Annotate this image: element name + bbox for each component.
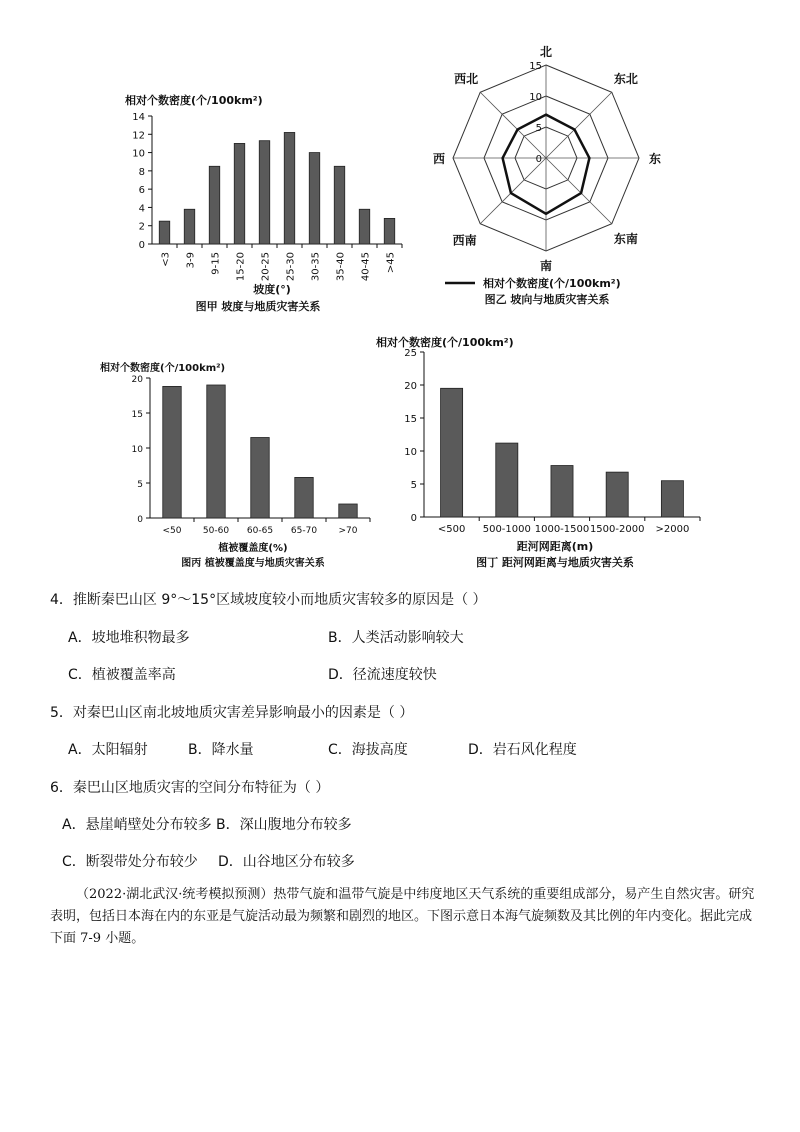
question-6-option-ab[interactable]: A．悬崖峭壁处分布较多 B．深山腹地分布较多 <box>62 817 352 833</box>
chart-yi-direction-label: 东北 <box>613 72 638 87</box>
bing-bar <box>295 477 313 518</box>
jia-ytick-label: 14 <box>132 112 145 123</box>
jia-bar <box>259 141 270 244</box>
chart-ding-title: 图丁 距河网距离与地质灾害关系 <box>476 556 634 569</box>
ding-bar <box>551 466 573 517</box>
bing-category-label: <50 <box>162 526 182 536</box>
chart-yi-direction-label: 南 <box>539 259 553 273</box>
chart-jia-xlabel: 坡度(°) <box>253 283 291 296</box>
bing-bar <box>339 504 357 518</box>
bing-ytick-label: 5 <box>137 480 143 490</box>
ding-bar <box>496 443 518 517</box>
jia-category-label: 35-40 <box>335 252 347 282</box>
ding-bar <box>606 472 628 517</box>
jia-bar <box>359 209 370 244</box>
ding-ytick-label: 0 <box>410 513 417 524</box>
jia-bar <box>234 143 245 244</box>
chart-yi-spoke <box>480 158 546 224</box>
chart-bing-svg <box>95 360 395 572</box>
jia-ytick-label: 8 <box>138 166 145 178</box>
jia-category-label: 3-9 <box>185 252 197 269</box>
question-4-option-c[interactable]: C．植被覆盖率高 <box>68 667 176 683</box>
bing-bar <box>163 386 181 518</box>
chart-bing-title: 图丙 植被覆盖度与地质灾害关系 <box>181 558 325 569</box>
ding-category-label: <500 <box>437 524 466 535</box>
ding-ytick-label: 5 <box>410 480 417 491</box>
chart-bing-xlabel: 植被覆盖度(%) <box>218 543 288 554</box>
chart-bing-ylabel: 相对个数密度(个/100km²) <box>100 363 226 374</box>
jia-bar <box>159 221 170 244</box>
jia-bar <box>384 218 395 244</box>
passage-7-9: （2022·湖北武汉·统考模拟预测）热带气旋和温带气旋是中纬度地区天气系统的重要组成部分，易产生自然灾害。研究表明，包括日本海在内的东亚是气旋活动最为频繁和剧烈的地区。下图示意日本海气旋频数及其比例的年内变化。据此完成下面 7-9 小题。 <box>50 887 755 946</box>
bing-category-label: 50-60 <box>202 526 230 536</box>
question-5-option-b[interactable]: B．降水量 <box>188 742 254 758</box>
bing-ytick-label: 10 <box>131 445 143 455</box>
ding-ytick-label: 20 <box>404 381 417 392</box>
jia-category-label: 40-45 <box>360 252 372 282</box>
chart-ding <box>370 330 710 575</box>
chart-jia <box>110 88 420 320</box>
jia-category-label: <3 <box>160 252 172 267</box>
jia-category-label: 20-25 <box>260 252 272 282</box>
question-6-option-d[interactable]: D．山谷地区分布较多 <box>218 854 355 870</box>
chart-yi-svg <box>415 45 695 315</box>
ding-category-label: >2000 <box>655 524 690 535</box>
chart-ding-xlabel: 距河网距离(m) <box>516 540 594 553</box>
jia-ytick-label: 0 <box>138 240 145 251</box>
ding-ytick-label: 15 <box>404 414 417 425</box>
bing-bar <box>207 385 225 518</box>
chart-jia-title: 图甲 坡度与地质灾害关系 <box>195 300 321 313</box>
bing-ytick-label: 20 <box>131 375 143 385</box>
jia-category-label: 30-35 <box>310 252 322 282</box>
question-6-stem: 6．秦巴山区地质灾害的空间分布特征为（ ） <box>50 780 330 796</box>
question-4-stem: 4．推断秦巴山区 9°～15°区域坡度较小而地质灾害较多的原因是（ ） <box>50 592 487 608</box>
chart-yi-direction-label: 北 <box>539 45 553 59</box>
chart-jia-ylabel: 相对个数密度(个/100km²) <box>125 94 263 107</box>
bing-ytick-label: 0 <box>137 515 143 525</box>
ding-category-label: 1500-2000 <box>589 524 645 535</box>
chart-bing <box>95 360 395 572</box>
chart-yi-spoke <box>546 92 612 158</box>
chart-ding-ylabel: 相对个数密度(个/100km²) <box>376 336 514 349</box>
chart-yi-tick-label: 0 <box>535 154 542 165</box>
jia-bar <box>284 132 295 244</box>
jia-bar <box>334 166 345 244</box>
question-4-option-a[interactable]: A．坡地堆积物最多 <box>68 630 190 646</box>
chart-yi-tick-label: 15 <box>529 61 542 72</box>
jia-category-label: 15-20 <box>235 252 247 282</box>
ding-ytick-label: 25 <box>404 348 417 359</box>
question-5-option-d[interactable]: D．岩石风化程度 <box>468 742 577 758</box>
bing-bar <box>251 438 269 519</box>
jia-category-label: 9-15 <box>210 252 222 275</box>
jia-category-label: 25-30 <box>285 252 297 282</box>
question-5-stem: 5．对秦巴山区南北坡地质灾害差异影响最小的因素是（ ） <box>50 705 414 721</box>
chart-yi-tick-label: 5 <box>535 123 542 134</box>
jia-bar <box>209 166 220 244</box>
bing-category-label: >70 <box>338 526 358 536</box>
chart-yi-direction-label: 西南 <box>452 233 477 248</box>
question-4-option-b[interactable]: B．人类活动影响较大 <box>328 630 464 646</box>
chart-yi-title: 图乙 坡向与地质灾害关系 <box>484 293 610 306</box>
jia-ytick-label: 2 <box>138 221 145 233</box>
jia-ytick-label: 4 <box>138 203 145 215</box>
bing-category-label: 60-65 <box>246 526 274 536</box>
jia-ytick-label: 10 <box>132 148 145 160</box>
ding-bar <box>441 388 463 517</box>
jia-category-label: >45 <box>385 252 397 274</box>
ding-category-label: 500-1000 <box>482 524 531 535</box>
chart-jia-svg <box>110 88 420 320</box>
question-5-option-a[interactable]: A．太阳辐射 <box>68 742 148 758</box>
chart-yi-direction-label: 东 <box>648 152 662 166</box>
jia-bar <box>184 209 195 244</box>
question-6-option-c[interactable]: C．断裂带处分布较少 <box>62 854 198 870</box>
jia-ytick-label: 12 <box>132 130 145 142</box>
jia-bar <box>309 153 320 244</box>
chart-yi-spoke <box>546 158 612 224</box>
ding-category-label: 1000-1500 <box>534 524 590 535</box>
bing-ytick-label: 15 <box>131 410 143 420</box>
question-5-option-c[interactable]: C．海拔高度 <box>328 742 408 758</box>
chart-yi-legend: 相对个数密度(个/100km²) <box>483 277 621 290</box>
chart-yi-direction-label: 西 <box>432 152 446 166</box>
ding-bar <box>661 481 683 517</box>
bing-category-label: 65-70 <box>290 526 318 536</box>
chart-yi <box>415 45 695 315</box>
question-4-option-d[interactable]: D．径流速度较快 <box>328 667 437 683</box>
chart-yi-direction-label: 西北 <box>454 72 479 87</box>
chart-yi-direction-label: 东南 <box>613 231 638 246</box>
jia-ytick-label: 6 <box>138 185 145 197</box>
chart-ding-svg <box>370 330 710 575</box>
chart-yi-tick-label: 10 <box>529 92 542 103</box>
ding-ytick-label: 10 <box>404 447 417 458</box>
